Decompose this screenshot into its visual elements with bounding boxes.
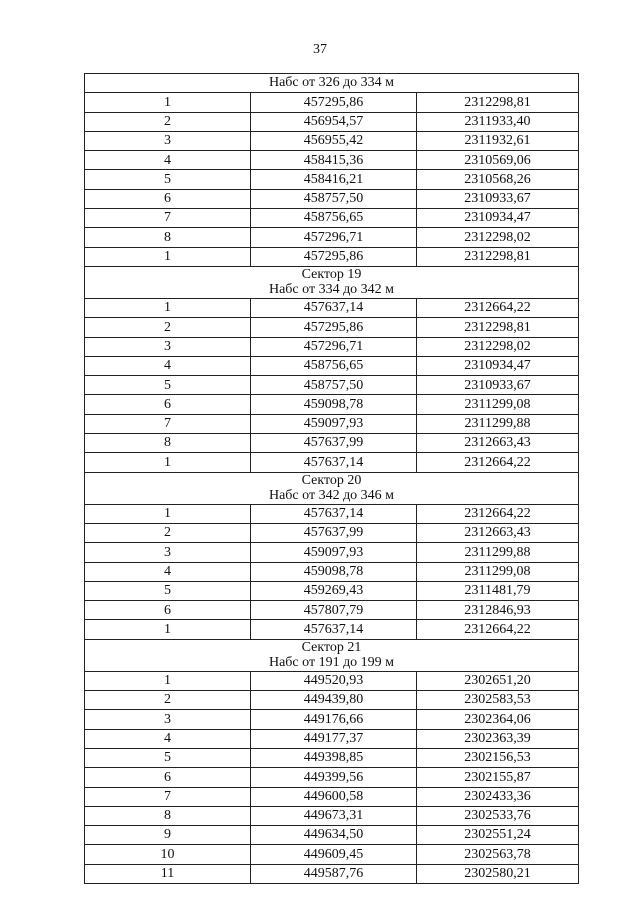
coordinate-y: 2310933,67 bbox=[417, 376, 579, 395]
table-row bbox=[85, 806, 579, 825]
point-number: 1 bbox=[85, 453, 251, 472]
coordinate-x: 449673,31 bbox=[251, 806, 417, 825]
coordinate-y: 2302155,87 bbox=[417, 768, 579, 787]
coordinate-y: 2302583,53 bbox=[417, 691, 579, 710]
coordinate-x: 457296,71 bbox=[251, 337, 417, 356]
table-row bbox=[85, 845, 579, 864]
table-row bbox=[85, 131, 579, 150]
coordinate-y: 2312298,02 bbox=[417, 337, 579, 356]
altitude-range: Набс от 191 до 199 м bbox=[268, 655, 395, 671]
table-row bbox=[85, 453, 579, 472]
point-number: 1 bbox=[85, 298, 251, 317]
coordinate-x: 458756,65 bbox=[251, 209, 417, 228]
point-number: 9 bbox=[85, 826, 251, 845]
point-number: 3 bbox=[85, 710, 251, 729]
coordinate-y: 2312664,22 bbox=[417, 298, 579, 317]
coordinate-y: 2312664,22 bbox=[417, 620, 579, 639]
coordinate-y: 2311299,08 bbox=[417, 562, 579, 581]
table-row bbox=[85, 729, 579, 748]
coordinate-x: 449176,66 bbox=[251, 710, 417, 729]
coordinate-y: 2310934,47 bbox=[417, 356, 579, 375]
coordinate-y: 2302533,76 bbox=[417, 806, 579, 825]
coordinate-y: 2312298,02 bbox=[417, 228, 579, 247]
point-number: 5 bbox=[85, 376, 251, 395]
coordinate-y: 2311299,08 bbox=[417, 395, 579, 414]
table-row bbox=[85, 787, 579, 806]
table-row bbox=[85, 356, 579, 375]
point-number: 1 bbox=[85, 247, 251, 266]
coordinate-y: 2310933,67 bbox=[417, 189, 579, 208]
coordinate-y: 2302563,78 bbox=[417, 845, 579, 864]
coordinate-x: 458757,50 bbox=[251, 376, 417, 395]
point-number: 1 bbox=[85, 620, 251, 639]
point-number: 5 bbox=[85, 581, 251, 600]
coordinate-y: 2311299,88 bbox=[417, 543, 579, 562]
table-row bbox=[85, 523, 579, 542]
section-header bbox=[85, 639, 579, 671]
coordinate-x: 449587,76 bbox=[251, 864, 417, 883]
coordinate-x: 459098,78 bbox=[251, 395, 417, 414]
table-row bbox=[85, 209, 579, 228]
coordinate-x: 457637,14 bbox=[251, 453, 417, 472]
coordinate-y: 2302433,36 bbox=[417, 787, 579, 806]
coordinate-y: 2302363,39 bbox=[417, 729, 579, 748]
coordinate-x: 457637,99 bbox=[251, 523, 417, 542]
point-number: 6 bbox=[85, 601, 251, 620]
point-number: 4 bbox=[85, 151, 251, 170]
coordinate-y: 2302580,21 bbox=[417, 864, 579, 883]
point-number: 1 bbox=[85, 504, 251, 523]
coordinate-y: 2302651,20 bbox=[417, 671, 579, 690]
coordinate-y: 2312298,81 bbox=[417, 93, 579, 112]
point-number: 8 bbox=[85, 228, 251, 247]
coordinate-x: 449520,93 bbox=[251, 671, 417, 690]
altitude-range: Набс от 334 до 342 м bbox=[268, 282, 395, 298]
table-row bbox=[85, 112, 579, 131]
coordinate-x: 449399,56 bbox=[251, 768, 417, 787]
table-row bbox=[85, 543, 579, 562]
coordinate-y: 2310568,26 bbox=[417, 170, 579, 189]
section-header bbox=[85, 472, 579, 504]
coordinate-x: 458415,36 bbox=[251, 151, 417, 170]
table-row bbox=[85, 189, 579, 208]
table-row bbox=[85, 581, 579, 600]
table-row bbox=[85, 434, 579, 453]
table-row bbox=[85, 710, 579, 729]
coordinate-x: 449634,50 bbox=[251, 826, 417, 845]
point-number: 1 bbox=[85, 671, 251, 690]
table-row bbox=[85, 298, 579, 317]
point-number: 2 bbox=[85, 691, 251, 710]
point-number: 10 bbox=[85, 845, 251, 864]
section-header-row bbox=[85, 74, 579, 93]
coordinate-y: 2312663,43 bbox=[417, 523, 579, 542]
point-number: 11 bbox=[85, 864, 251, 883]
coordinate-x: 457637,14 bbox=[251, 298, 417, 317]
point-number: 5 bbox=[85, 748, 251, 767]
coordinate-y: 2312664,22 bbox=[417, 453, 579, 472]
coordinate-x: 458757,50 bbox=[251, 189, 417, 208]
coordinate-x: 457807,79 bbox=[251, 601, 417, 620]
coordinate-x: 459269,43 bbox=[251, 581, 417, 600]
coordinate-x: 458756,65 bbox=[251, 356, 417, 375]
table-row bbox=[85, 748, 579, 767]
table-row bbox=[85, 395, 579, 414]
coordinate-y: 2311933,40 bbox=[417, 112, 579, 131]
point-number: 4 bbox=[85, 356, 251, 375]
coordinate-x: 458416,21 bbox=[251, 170, 417, 189]
coordinate-y: 2302364,06 bbox=[417, 710, 579, 729]
section-header-row bbox=[85, 472, 579, 504]
coordinate-x: 457637,14 bbox=[251, 504, 417, 523]
coordinate-x: 457296,71 bbox=[251, 228, 417, 247]
altitude-range: Набс от 326 до 334 м bbox=[268, 75, 395, 91]
point-number: 7 bbox=[85, 209, 251, 228]
coordinate-y: 2312298,81 bbox=[417, 247, 579, 266]
coordinate-x: 459097,93 bbox=[251, 543, 417, 562]
table-row bbox=[85, 228, 579, 247]
point-number: 5 bbox=[85, 170, 251, 189]
table-row bbox=[85, 376, 579, 395]
table-row bbox=[85, 691, 579, 710]
coordinate-x: 449609,45 bbox=[251, 845, 417, 864]
coordinate-y: 2302551,24 bbox=[417, 826, 579, 845]
coordinate-x: 457295,86 bbox=[251, 247, 417, 266]
table-row bbox=[85, 562, 579, 581]
point-number: 1 bbox=[85, 93, 251, 112]
coordinate-x: 457637,99 bbox=[251, 434, 417, 453]
point-number: 8 bbox=[85, 806, 251, 825]
section-header-row bbox=[85, 266, 579, 298]
point-number: 3 bbox=[85, 131, 251, 150]
table-row bbox=[85, 318, 579, 337]
sector-title: Сектор 21 bbox=[301, 639, 362, 655]
point-number: 3 bbox=[85, 337, 251, 356]
coordinate-x: 449177,37 bbox=[251, 729, 417, 748]
coordinate-x: 457295,86 bbox=[251, 93, 417, 112]
point-number: 2 bbox=[85, 112, 251, 131]
table-row bbox=[85, 93, 579, 112]
table-row bbox=[85, 864, 579, 883]
coordinate-y: 2312663,43 bbox=[417, 434, 579, 453]
coordinate-y: 2311932,61 bbox=[417, 131, 579, 150]
coordinate-x: 449398,85 bbox=[251, 748, 417, 767]
table-row bbox=[85, 247, 579, 266]
coordinate-y: 2310569,06 bbox=[417, 151, 579, 170]
point-number: 4 bbox=[85, 729, 251, 748]
coordinate-y: 2311481,79 bbox=[417, 581, 579, 600]
coordinate-y: 2312846,93 bbox=[417, 601, 579, 620]
coordinate-y: 2310934,47 bbox=[417, 209, 579, 228]
point-number: 6 bbox=[85, 395, 251, 414]
section-header bbox=[85, 266, 579, 298]
coordinate-x: 449600,58 bbox=[251, 787, 417, 806]
coordinate-y: 2312298,81 bbox=[417, 318, 579, 337]
section-header bbox=[85, 74, 579, 93]
coordinate-x: 457295,86 bbox=[251, 318, 417, 337]
coordinate-y: 2312664,22 bbox=[417, 504, 579, 523]
point-number: 6 bbox=[85, 768, 251, 787]
coordinate-x: 449439,80 bbox=[251, 691, 417, 710]
point-number: 8 bbox=[85, 434, 251, 453]
point-number: 4 bbox=[85, 562, 251, 581]
table-row bbox=[85, 337, 579, 356]
altitude-range: Набс от 342 до 346 м bbox=[268, 488, 395, 504]
point-number: 6 bbox=[85, 189, 251, 208]
table-row bbox=[85, 504, 579, 523]
coordinate-y: 2311299,88 bbox=[417, 414, 579, 433]
table-row bbox=[85, 170, 579, 189]
coordinate-y: 2302156,53 bbox=[417, 748, 579, 767]
coordinate-x: 459097,93 bbox=[251, 414, 417, 433]
table-row bbox=[85, 671, 579, 690]
table-row bbox=[85, 414, 579, 433]
table-row bbox=[85, 601, 579, 620]
section-header-row bbox=[85, 639, 579, 671]
table-row bbox=[85, 826, 579, 845]
table-row bbox=[85, 151, 579, 170]
sector-title: Сектор 20 bbox=[301, 472, 362, 488]
point-number: 7 bbox=[85, 787, 251, 806]
point-number: 2 bbox=[85, 318, 251, 337]
coordinate-x: 459098,78 bbox=[251, 562, 417, 581]
coordinates-table bbox=[84, 73, 579, 884]
table-row bbox=[85, 620, 579, 639]
coordinate-x: 457637,14 bbox=[251, 620, 417, 639]
sector-title: Сектор 19 bbox=[301, 266, 362, 282]
coordinate-x: 456954,57 bbox=[251, 112, 417, 131]
point-number: 2 bbox=[85, 523, 251, 542]
point-number: 7 bbox=[85, 414, 251, 433]
coordinate-x: 456955,42 bbox=[251, 131, 417, 150]
point-number: 3 bbox=[85, 543, 251, 562]
table-row bbox=[85, 768, 579, 787]
page-number: 37 bbox=[313, 42, 327, 57]
